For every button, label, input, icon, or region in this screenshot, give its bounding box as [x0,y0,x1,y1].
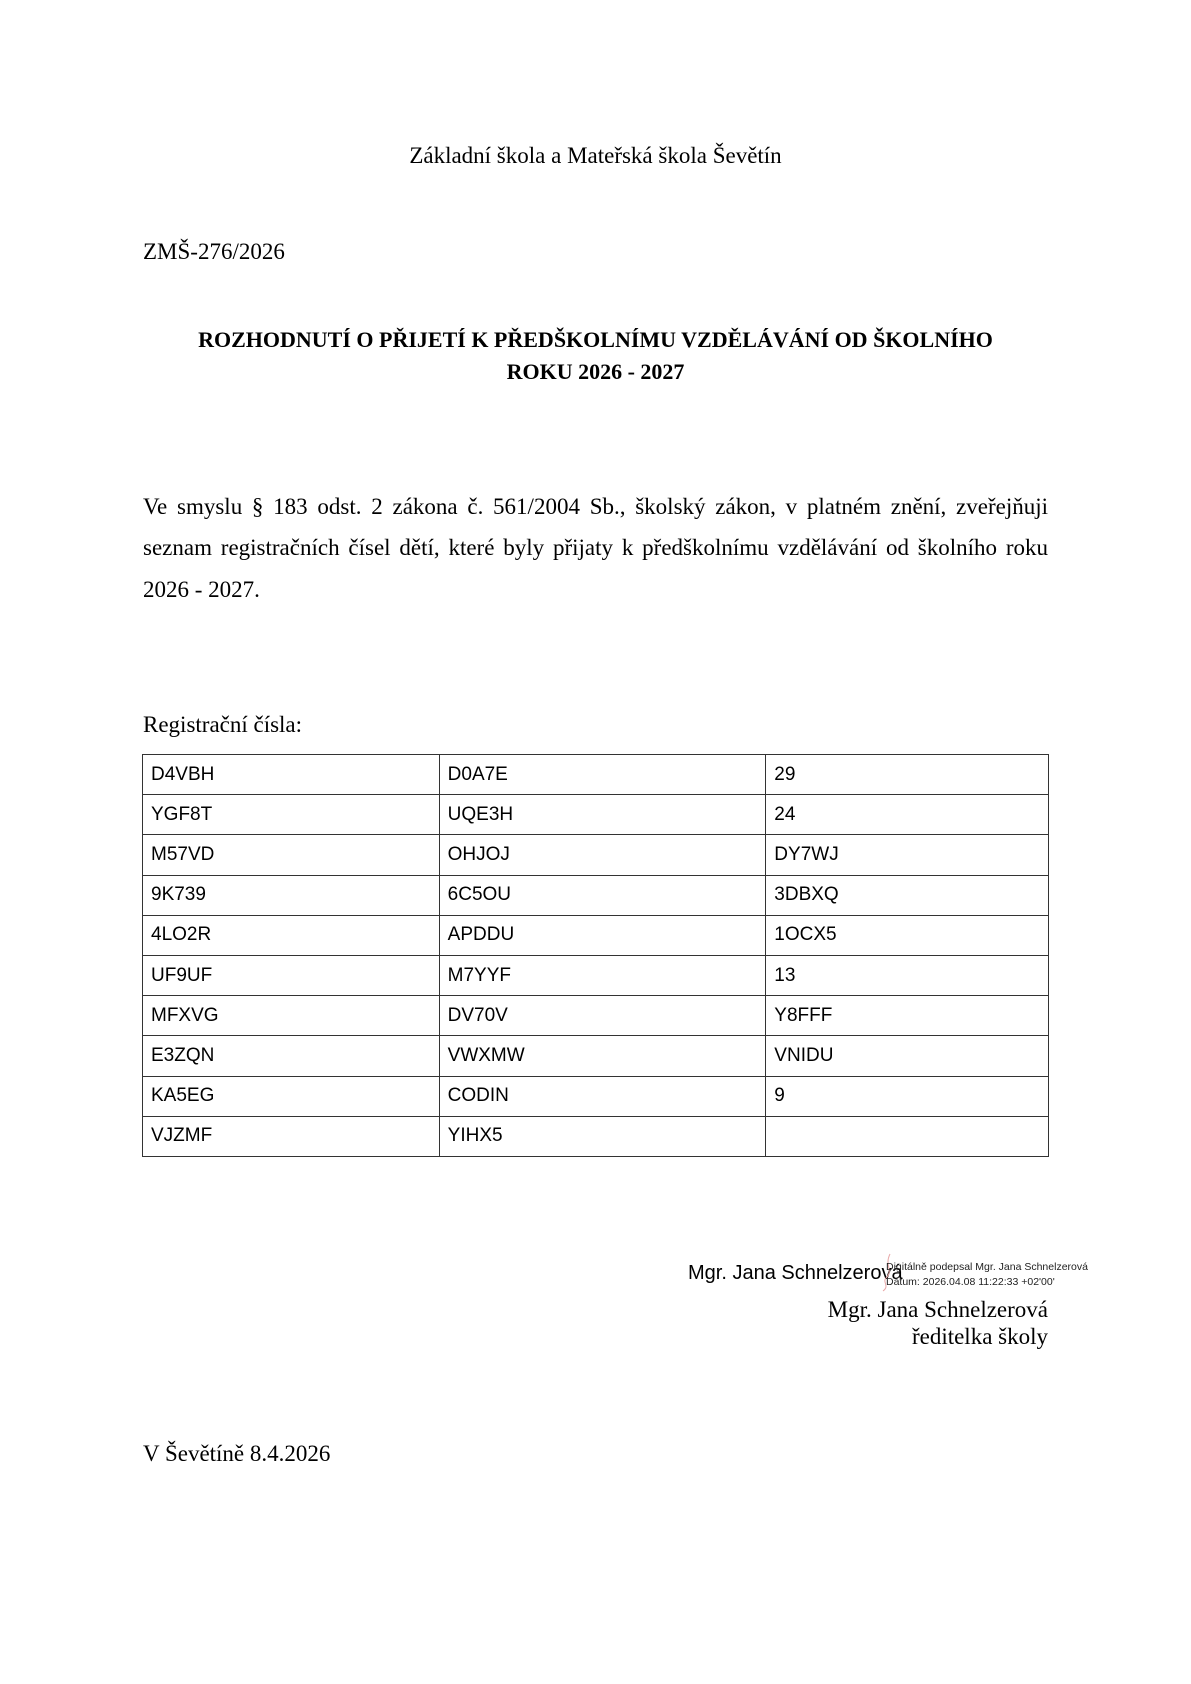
registration-code-cell: 1OCX5 [766,915,1049,955]
registration-code-cell: 29 [766,755,1049,795]
table-row [143,1036,1049,1076]
reference-number: ZMŠ-276/2026 [143,239,285,264]
table-row [143,835,1049,875]
signer-name: Mgr. Jana Schnelzerová [827,1297,1048,1322]
registration-code-cell: YGF8T [143,795,440,835]
table-row [143,915,1049,955]
table-row [143,955,1049,995]
body-text-line-1: Ve smyslu § 183 odst. 2 zákona č. 561/2004 Sb., školský zákon, v platném znění, zveřejňuji [143,494,1048,519]
registration-label: Registrační čísla: [143,712,303,737]
registration-code-cell: MFXVG [143,996,440,1036]
registration-code-cell: 6C5OU [439,875,766,915]
registration-code-cell: Y8FFF [766,996,1049,1036]
registration-code-cell: D4VBH [143,755,440,795]
registration-code-cell: VJZMF [143,1116,440,1156]
registration-code-cell: 9 [766,1076,1049,1116]
registration-code-cell: E3ZQN [143,1036,440,1076]
digital-signature-signed-by: Digitálně podepsal Mgr. Jana Schnelzerová [886,1261,1088,1273]
body-text-line-3: 2026 - 2027. [143,577,260,602]
table-row [143,996,1049,1036]
table-row [143,795,1049,835]
registration-code-cell: 4LO2R [143,915,440,955]
school-name: Základní škola a Mateřská škola Ševětín [409,143,782,168]
table-row [143,875,1049,915]
registration-code-cell: DY7WJ [766,835,1049,875]
registration-code-cell: 24 [766,795,1049,835]
registration-code-cell: YIHX5 [439,1116,766,1156]
registration-code-cell: 3DBXQ [766,875,1049,915]
registration-code-cell: KA5EG [143,1076,440,1116]
digital-signature-name: Mgr. Jana Schnelzerová [688,1262,903,1284]
signer-role: ředitelka školy [911,1324,1048,1349]
registration-code-cell: 9K739 [143,875,440,915]
registration-code-cell: UF9UF [143,955,440,995]
registration-code-cell: M7YYF [439,955,766,995]
document-title-line-1: ROZHODNUTÍ O PŘIJETÍ K PŘEDŠKOLNÍMU VZDĚLÁVÁNÍ OD ŠKOLNÍHO [198,327,993,352]
registration-table [142,754,1049,1157]
table-row [143,1076,1049,1116]
document-title-line-2: ROKU 2026 - 2027 [506,359,685,384]
registration-code-cell: VNIDU [766,1036,1049,1076]
registration-code-cell: UQE3H [439,795,766,835]
registration-code-cell: DV70V [439,996,766,1036]
digital-signature-date: Datum: 2026.04.08 11:22:33 +02'00' [886,1276,1055,1288]
registration-code-cell: 13 [766,955,1049,995]
registration-code-cell: D0A7E [439,755,766,795]
table-row [143,755,1049,795]
registration-code-cell: OHJOJ [439,835,766,875]
registration-code-cell: M57VD [143,835,440,875]
registration-code-cell: CODIN [439,1076,766,1116]
registration-code-cell: VWXMW [439,1036,766,1076]
place-and-date: V Ševětíně 8.4.2026 [143,1441,331,1466]
table-row [143,1116,1049,1156]
registration-code-cell: APDDU [439,915,766,955]
registration-code-cell [766,1116,1049,1156]
body-text-line-2: seznam registračních čísel dětí, které byly přijaty k předškolnímu vzdělávání od školního roku [143,535,1048,560]
